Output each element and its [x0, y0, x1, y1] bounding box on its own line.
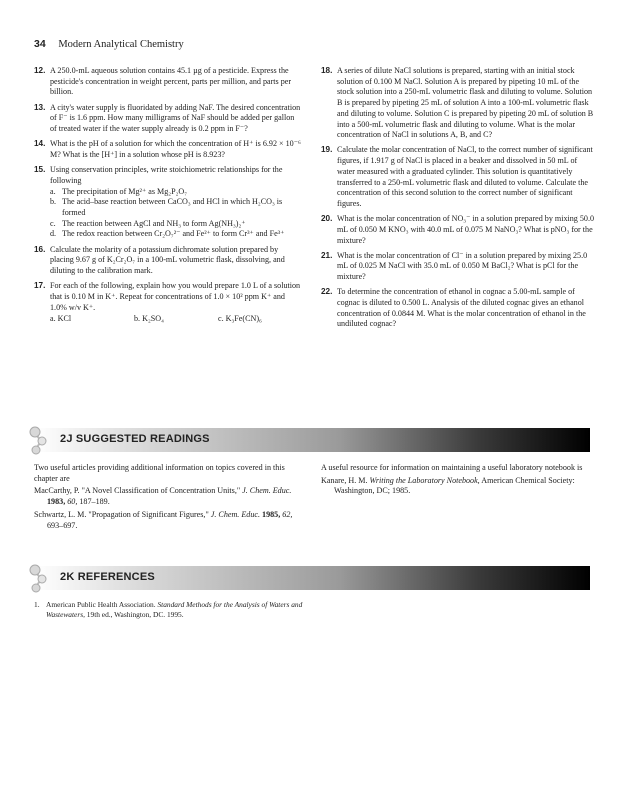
problem-15-item-c: c. The reaction between AgCl and NH₃ to form Ag(NH₃)₂⁺	[50, 218, 246, 228]
problem-21: 21. What is the molar concentration of Cl⁻ in a solution prepared by mixing 25.0 mL of 0.025 M NaCl with 35.0 mL of 0.050 M BaCl₂? What is pCl for the mixture?	[321, 250, 588, 282]
problem-14: 14. What is the pH of a solution for which the concentration of H⁺ is 6.92 × 10⁻⁶ M? What is the [H⁺] in a solution whose pH is 8.923?	[34, 139, 301, 159]
problem-20: 20. What is the molar concentration of NO₃⁻ in a solution prepared by mixing 50.0 mL of 0.050 M KNO₃ with 40.0 mL of 0.075 M NaNO₃? What is pNO₃ for the mixture?	[321, 214, 595, 245]
problem-15: 15. Using conservation principles, write stoichiometric relationships for the following a. The precipitation of Mg²⁺ as Mg₂P₂O₇ b. The acid–base reaction between CaCO₃ and HCl in which H₂CO₃ is formed c. The reaction between AgCl and NH₃ to form Ag(NH₃)₂⁺ d. The redox reaction between Cr₂O₇²⁻ and Fe²⁺ to form Cr³⁺ and Fe³⁺	[34, 165, 302, 240]
problem-16: 16. Calculate the molarity of a potassium dichromate solution prepared by placing 9.67 g of K₂Cr₂O₇ in a 100-mL volumetric flask, dissolving, and diluting to the calibration mark.	[34, 244, 285, 275]
molecule-icon	[28, 563, 54, 593]
problem-12: 12. A 250.0-mL aqueous solution contains 45.1 µg of a pesticide. Express the pesticide's concentration in weight percent, parts per million, and parts per billion.	[34, 66, 292, 97]
problem-17-items	[50, 314, 302, 325]
molecule-icon	[28, 425, 54, 455]
problem-19: 19. Calculate the molar concentration of NaCl, to the correct number of significant figures, if 1.917 g of NaCl is placed in a beaker and dissolved in 50 mL of water measured with a graduated cylinder. This solution is quantitatively transferred to a 250-mL volumetric flask and diluted to volume. Calculate the concentration of this second solution to the correct number of significant figures.	[321, 145, 593, 208]
readings-right	[321, 463, 591, 499]
reading-schwartz: Schwartz, L. M. "Propagation of Significant Figures," J. Chem. Educ. 1985, 62, 693–697.	[34, 509, 293, 530]
problem-18: 18. A series of dilute NaCl solutions is prepared, starting with an initial stock solution of 0.100 M NaCl. Solution A is prepared by pipeting 10 mL of the stock solution into a 250-mL volumetric flask and diluting to volume. Solution B is prepared by pipeting 25 mL of solution A into a 100-mL volumetric flask and diluting to volume. Solution C is prepared by pipeting 20 mL of solution B into a 500-mL volumetric flask and diluting to volume. What is the molar concentration of NaCl in solutions A, B, and C?	[321, 66, 594, 140]
readings-left	[34, 463, 304, 533]
reading-kanare: Kanare, H. M. Writing the Laboratory Notebook, American Chemical Society: Washington, DC; 1985.	[321, 475, 575, 496]
problem-17-item-a: a. KCl	[50, 314, 72, 324]
right-column	[321, 66, 596, 335]
page-header	[34, 38, 184, 50]
problem-17-text: For each of the following, explain how you would prepare 1.0 L of a solution that is 0.10 M in K⁺. Repeat for concentrations of 1.0 × 10² ppm K⁺ and 1.0% w/v K⁺.	[50, 281, 301, 312]
problem-15-item-d: d. The redox reaction between Cr₂O₇²⁻ and Fe²⁺ to form Cr³⁺ and Fe³⁺	[50, 229, 285, 239]
problem-13: 13. A city's water supply is fluoridated by adding NaF. The desired concentration of F⁻ is 1.6 ppm. How many milligrams of NaF should be added per gallon of treated water if the water supply already is 0.2 ppm in F⁻?	[34, 102, 301, 134]
readings-intro-right: A useful resource for information on maintaining a useful laboratory notebook is	[321, 463, 583, 472]
reading-maccarthy: MacCarthy, P. "A Novel Classification of Concentration Units," J. Chem. Educ. 1983, 60, 187–189.	[34, 486, 292, 507]
references-banner	[34, 566, 590, 590]
reference-1: 1. American Public Health Association. Standard Methods for the Analysis of Waters and Wastewaters, 19th ed., Washington, DC. 1995.	[34, 600, 303, 619]
problem-15-item-a: a. The precipitation of Mg²⁺ as Mg₂P₂O₇	[50, 186, 188, 196]
problem-22: 22. To determine the concentration of ethanol in cognac a 5.00-mL sample of cognac is diluted to 0.500 L. Analysis of the diluted cognac gives an ethanol concentration of 0.0844 M. What is the molar concentration of ethanol in the undiluted cognac?	[321, 287, 586, 329]
problem-17: 17. For each of the following, explain how you would prepare 1.0 L of a solution that is 0.10 M in K⁺. Repeat for concentrations of 1.0 × 10² ppm K⁺ and 1.0% w/v K⁺. a. KCl b. K₂SO₄ c. K₃Fe(CN)₆	[34, 281, 301, 324]
problem-15-intro: Using conservation principles, write stoichiometric relationships for the following	[50, 165, 283, 185]
book-title: Modern Analytical Chemistry	[58, 39, 184, 50]
suggested-readings-title: 2J SUGGESTED READINGS	[60, 433, 210, 445]
readings-intro-left: Two useful articles providing additional information on topics covered in this chapter are	[34, 463, 285, 483]
left-column	[34, 66, 302, 329]
problem-15-item-b: b. The acid–base reaction between CaCO₃ and HCl in which H₂CO₃ is formed	[50, 197, 283, 217]
references-title: 2K REFERENCES	[60, 571, 155, 583]
problem-17-item-b: b. K₂SO₄	[134, 314, 164, 324]
page-number: 34	[34, 38, 46, 50]
problem-17-item-c: c. K₃Fe(CN)₆	[218, 314, 262, 324]
suggested-readings-banner	[34, 428, 590, 452]
